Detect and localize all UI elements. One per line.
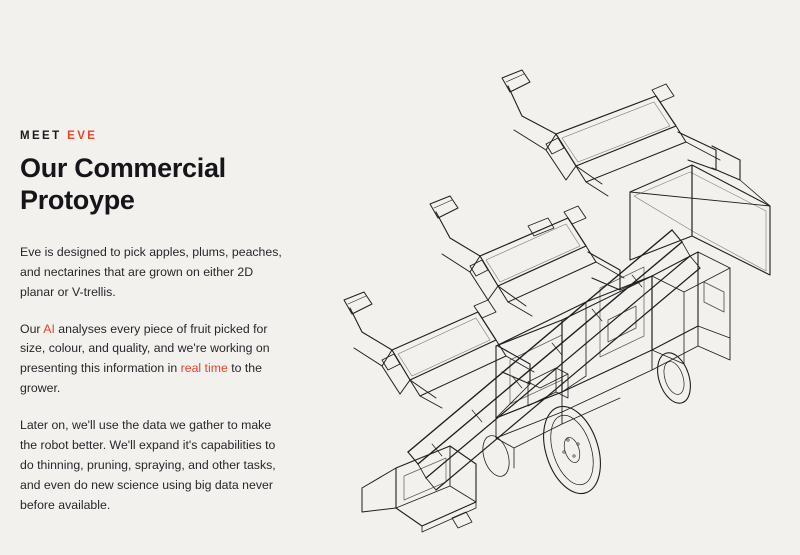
paragraph-2 bbox=[20, 320, 290, 400]
paragraph-1 bbox=[20, 243, 290, 303]
eyebrow-accent: EVE bbox=[67, 130, 98, 142]
lower-frame-group bbox=[496, 326, 730, 468]
paragraph-2-text-b: analyses every piece of fruit picked for size, colour, and quality, and we're working on presenting this information in bbox=[20, 321, 270, 376]
paragraph-1-text: Eve is designed to pick apples, plums, peaches, and nectarines that are grown on either 2D planar or V-trellis. bbox=[20, 244, 282, 299]
paragraph-2-accent-realtime: real time bbox=[180, 361, 228, 376]
text-column bbox=[20, 130, 290, 516]
paragraph-3-text: Later on, we'll use the data we gather to make the robot better. We'll expand it's capabilities to do thinning, pruning, spraying, and other tasks, and even do new science using big data never before available. bbox=[20, 418, 276, 512]
robot-arm-3 bbox=[344, 292, 534, 396]
paragraph-2-accent-ai: AI bbox=[43, 321, 55, 336]
robot-arm-1 bbox=[502, 70, 740, 182]
paragraph-3 bbox=[20, 416, 290, 516]
robot-arm-2 bbox=[430, 196, 624, 302]
wheels-group bbox=[478, 349, 696, 501]
chassis-group bbox=[496, 252, 730, 418]
eve-robot-illustration bbox=[300, 20, 790, 540]
paragraph-2-text-c: to the grower. bbox=[20, 361, 262, 396]
strut-group bbox=[410, 166, 770, 418]
crate-group bbox=[630, 165, 770, 275]
paragraph-2-text-a: Our bbox=[20, 321, 44, 336]
page-title: Our Commercial Protoype bbox=[20, 153, 226, 216]
eyebrow-prefix: MEET bbox=[20, 130, 68, 142]
conveyor-end-group bbox=[362, 446, 476, 532]
eyebrow bbox=[20, 130, 290, 142]
